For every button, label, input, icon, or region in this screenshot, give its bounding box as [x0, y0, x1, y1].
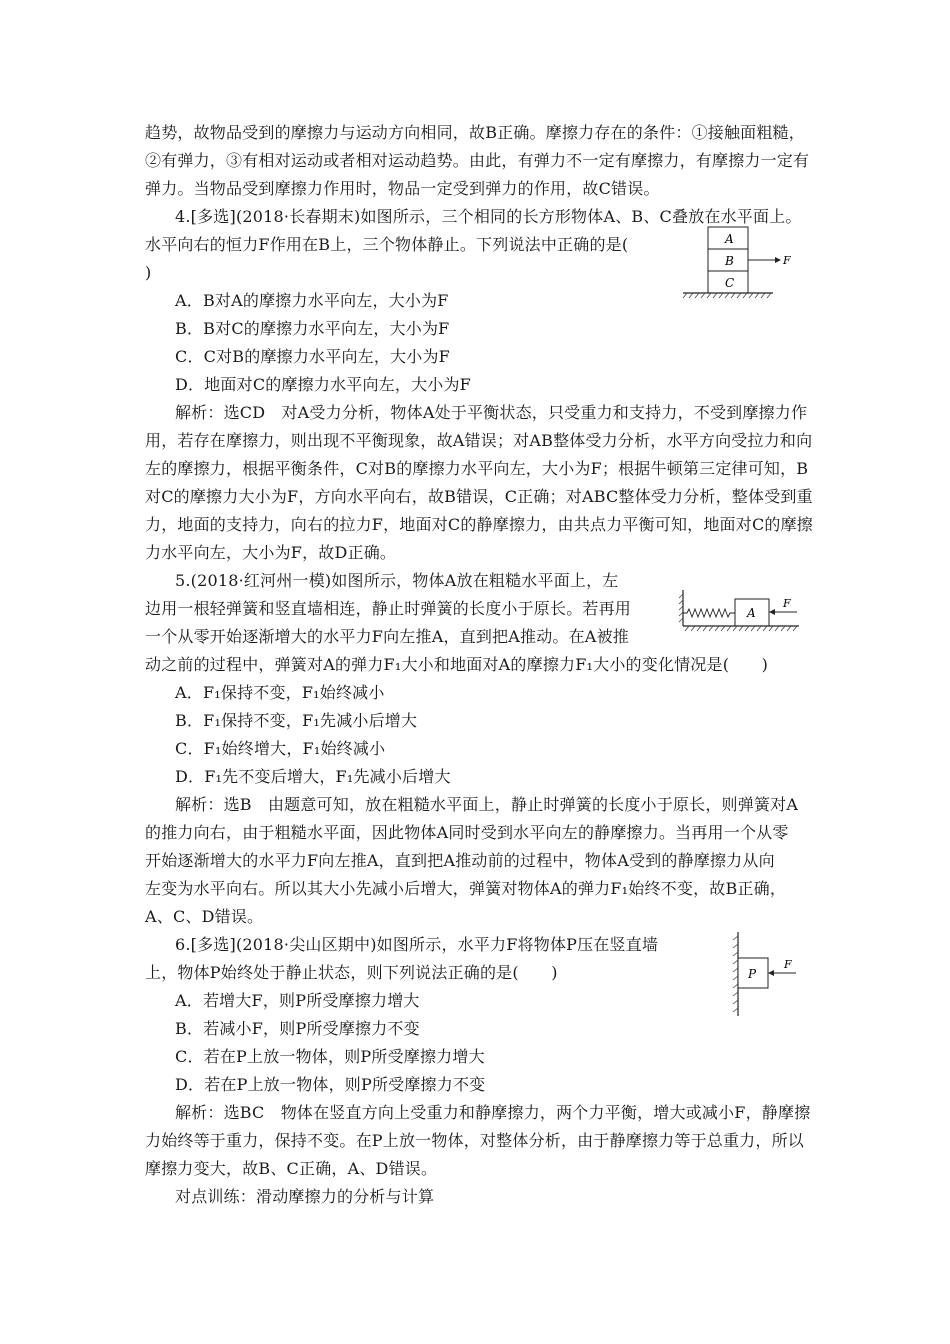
option-d: D．F₁先不变后增大，F₁先减小后增大 — [175, 767, 451, 786]
analysis-4: 解析：选CD 对A受力分析，物体A处于平衡状态，只受重力和支持力，不受到摩擦力作 — [175, 403, 808, 422]
arrow-head-icon — [769, 609, 775, 615]
force-label: F — [783, 597, 791, 610]
text-line: A、C、D错误。 — [145, 907, 264, 926]
block-label: P — [748, 967, 757, 981]
analysis-5: 解析：选B 由题意可知，放在粗糙水平面上，静止时弹簧的长度小于原长，则弹簧对A — [175, 795, 799, 814]
figure-spring-block — [675, 586, 805, 636]
text-line: 边用一根轻弹簧和竖直墙相连，静止时弹簧的长度小于原长。若再用 — [145, 599, 632, 618]
force-label: F — [784, 958, 792, 971]
spring — [683, 609, 735, 617]
text-line: 开始逐渐增大的水平力F向左推A，直到把A推动前的过程中，物体A受到的静摩擦力从向 — [145, 851, 775, 870]
option-c: C．若在P上放一物体，则P所受摩擦力增大 — [175, 1047, 485, 1066]
question-5-title: 5.(2018·红河州一模)如图所示，物体A放在粗糙水平面上，左 — [175, 571, 619, 590]
option-c: C．C对B的摩擦力水平向左，大小为F — [175, 347, 450, 366]
block-c-label: C — [725, 276, 735, 290]
text-line: 的推力向右，由于粗糙水平面，因此物体A同时受到水平向左的静摩擦力。当再用一个从零 — [145, 823, 789, 842]
text-line: 水平向右的恒力F作用在B上，三个物体静止。下列说法中正确的是( — [145, 235, 629, 254]
option-d: D．地面对C的摩擦力水平向左，大小为F — [175, 375, 471, 394]
text-line: 对C的摩擦力大小为F，方向水平向右，故B错误，C正确；对ABC整体受力分析，整体受到重 — [145, 487, 813, 506]
text-line: 左变为水平向右。所以其大小先减小后增大，弹簧对物体A的弹力F₁始终不变，故B正确， — [145, 879, 787, 898]
force-label: F — [783, 254, 791, 267]
text-line: 一个从零开始逐渐增大的水平力F向左推A，直到把A推动。在A被推 — [145, 627, 629, 646]
figure-wall-block — [720, 928, 820, 1020]
section-heading: 对点训练：滑动摩擦力的分析与计算 — [175, 1187, 435, 1206]
option-a: A．F₁保持不变，F₁始终减小 — [175, 683, 385, 702]
block-label: A — [747, 606, 756, 620]
text-line: 力，地面的支持力，向右的拉力F，地面对C的静摩擦力，由共点力平衡可知，地面对C的摩擦 — [145, 515, 813, 534]
text-line: 摩擦力变大，故B、C正确，A、D错误。 — [145, 1159, 438, 1178]
text-line: 用，若存在摩擦力，则出现不平衡现象，故A错误；对AB整体受力分析，水平方向受拉力和向 — [145, 431, 813, 450]
question-4-title: 4.[多选](2018·长春期末)如图所示，三个相同的长方形物体A、B、C叠放在水平面上。 — [175, 207, 802, 226]
option-a: A．若增大F，则P所受摩擦力增大 — [175, 991, 420, 1010]
question-6-title: 6.[多选](2018·尖山区期中)如图所示，水平力F将物体P压在竖直墙 — [175, 935, 659, 954]
text-line: 趋势，故物品受到的摩擦力与运动方向相同，故B正确。摩擦力存在的条件：①接触面粗糙， — [145, 123, 805, 142]
text-line: 上，物体P始终处于静止状态，则下列说法正确的是( ) — [145, 963, 558, 982]
option-b: B．F₁保持不变，F₁先减小后增大 — [175, 711, 418, 730]
block-a-label: A — [725, 232, 734, 246]
option-d: D．若在P上放一物体，则P所受摩擦力不变 — [175, 1075, 486, 1094]
text-line: ②有弹力，③有相对运动或者相对运动趋势。由此，有弹力不一定有摩擦力，有摩擦力一定有 — [145, 151, 810, 170]
figure-stacked-blocks — [675, 222, 805, 306]
text-line: 动之前的过程中，弹簧对A的弹力F₁大小和地面对A的摩擦力F₁大小的变化情况是( ) — [145, 655, 769, 674]
text-line: ) — [145, 263, 152, 282]
text-line: 弹力。当物品受到摩擦力作用时，物品一定受到弹力的作用，故C错误。 — [145, 179, 660, 198]
arrow-head-icon — [775, 257, 781, 263]
analysis-6: 解析：选BC 物体在竖直方向上受重力和静摩擦力，两个力平衡，增大或减小F，静摩擦 — [175, 1103, 811, 1122]
text-line: 左的摩擦力，根据平衡条件，C对B的摩擦力水平向左，大小为F；根据牛顿第三定律可知，B — [145, 459, 809, 478]
option-c: C．F₁始终增大，F₁始终减小 — [175, 739, 386, 758]
option-b: B．B对C的摩擦力水平向左，大小为F — [175, 319, 450, 338]
text-line: 力始终等于重力，保持不变。在P上放一物体，对整体分析，由于静摩擦力等于总重力，所以 — [145, 1131, 804, 1150]
block-b-label: B — [725, 254, 734, 268]
option-b: B．若减小F，则P所受摩擦力不变 — [175, 1019, 420, 1038]
text-line: 力水平向左，大小为F，故D正确。 — [145, 543, 397, 562]
option-a: A．B对A的摩擦力水平向左，大小为F — [175, 291, 449, 310]
arrow-head-icon — [768, 970, 774, 976]
